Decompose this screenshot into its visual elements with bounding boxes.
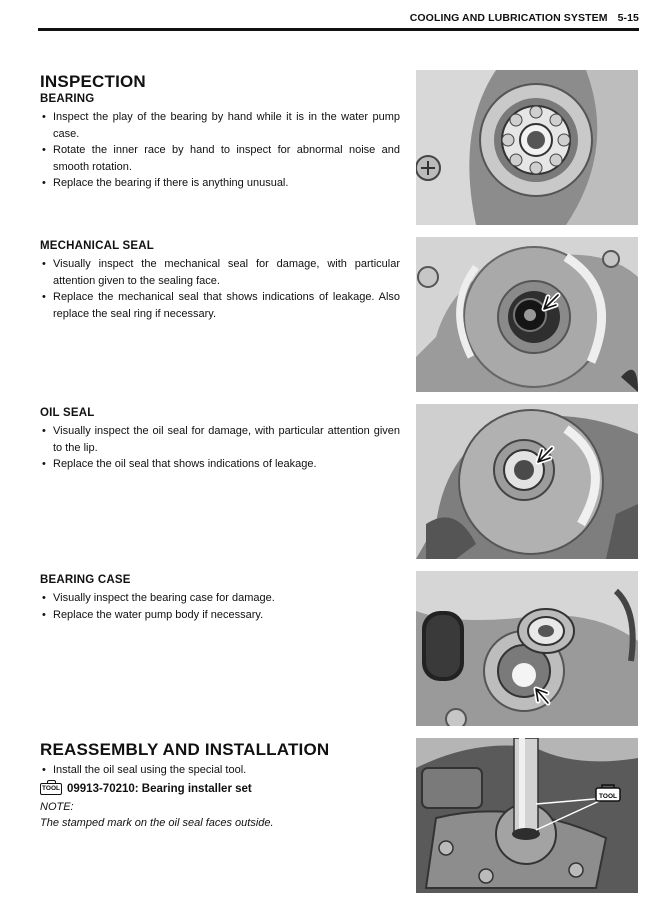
section-mechanical-seal	[40, 239, 400, 322]
bearing-case-heading: BEARING CASE	[40, 574, 131, 586]
section-bearing	[40, 72, 400, 192]
special-tool-line	[40, 783, 400, 795]
photo-bearing	[416, 70, 638, 225]
reassembly-heading: REASSEMBLY AND INSTALLATION	[40, 740, 330, 759]
section-bearing-case	[40, 573, 400, 623]
bearing-case-list	[40, 590, 400, 623]
list-item: • Inspect the play of the bearing by hand while it is in the water pump case.	[40, 109, 400, 142]
list-item: • Replace the water pump body if necessary.	[40, 607, 400, 624]
list-item: • Visually inspect the bearing case for damage.	[40, 590, 400, 607]
list-item: • Install the oil seal using the special tool.	[40, 762, 400, 779]
photo-bearing-case	[416, 571, 638, 726]
tool-text: 09913-70210: Bearing installer set	[67, 782, 252, 795]
running-header	[410, 12, 639, 24]
mechanical-seal-list	[40, 256, 400, 322]
section-reassembly	[40, 740, 400, 831]
reassembly-list	[40, 762, 400, 779]
header-title: COOLING AND LUBRICATION SYSTEM	[409, 12, 608, 24]
photo-tool-callout-label: TOOL	[599, 793, 617, 800]
list-item: • Replace the bearing if there is anything unusual.	[40, 175, 400, 192]
inspection-heading: INSPECTION	[40, 72, 146, 91]
bearing-list	[40, 109, 400, 192]
photo-oil-seal	[416, 404, 638, 559]
header-rule	[38, 28, 639, 31]
list-item: • Visually inspect the oil seal for damage, with particular attention given to the lip.	[40, 423, 400, 456]
oil-seal-heading: OIL SEAL	[40, 407, 95, 419]
note-label: NOTE:	[40, 800, 74, 813]
photo-mechanical-seal	[416, 237, 638, 392]
page-number: 5-15	[617, 12, 639, 24]
list-item: • Visually inspect the mechanical seal for damage, with particular attention given to the sealing face.	[40, 256, 400, 289]
mechanical-seal-heading: MECHANICAL SEAL	[40, 240, 154, 252]
oil-seal-list	[40, 423, 400, 473]
note-text: The stamped mark on the oil seal faces outside.	[40, 816, 274, 829]
list-item: • Rotate the inner race by hand to inspect for abnormal noise and smooth rotation.	[40, 142, 400, 175]
list-item: • Replace the oil seal that shows indications of leakage.	[40, 456, 400, 473]
photo-reassembly	[416, 738, 638, 893]
bearing-heading: BEARING	[40, 93, 95, 105]
list-item: • Replace the mechanical seal that shows indications of leakage. Also replace the seal ring if necessary.	[40, 289, 400, 322]
toolbox-icon: TOOL	[40, 783, 62, 795]
section-oil-seal	[40, 406, 400, 473]
